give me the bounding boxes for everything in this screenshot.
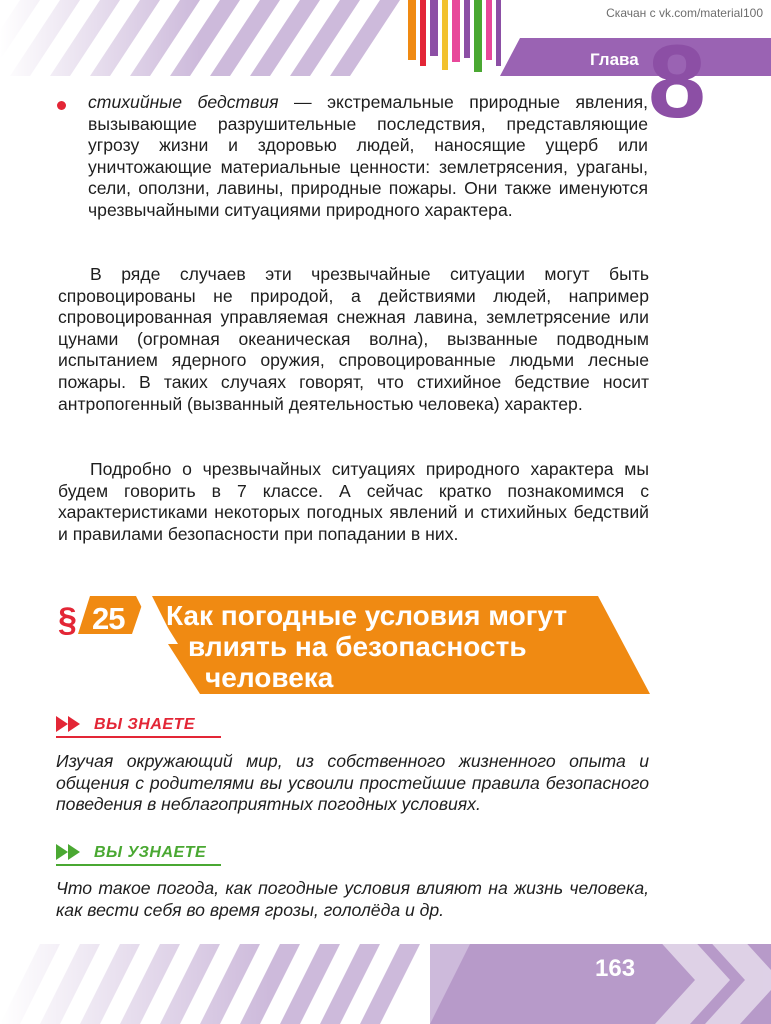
section-number: 25 <box>92 601 125 636</box>
section-sign: § <box>58 601 77 639</box>
definition-term: стихийные бедствия <box>88 92 279 112</box>
body-paragraph-2: Подробно о чрезвычайных ситуациях природного характера мы будем говорить в 7 классе. А сейчас кратко познакомимся с характеристиками некоторых погодных явлений и стихийных бедствий и правилами безопасности при попадании в них. <box>58 459 649 544</box>
you-learn-label: ВЫ УЗНАЕТЕ <box>94 844 207 861</box>
double-arrow-green-icon <box>56 842 92 862</box>
section-title-line-1: Как погодные условия могут <box>166 600 568 631</box>
definition-text: — экстремальные природные явления, вызывающие разрушительные последствия, представляющие угрозу жизни и здоровью людей, наносящие ущерб или уничтожающие материальные ценности: землетрясения, ураганы, сели, оползни, лавины, природные пожары. Они также именуются чрезвычайными ситуациями природного характера. <box>88 92 648 220</box>
bullet-icon <box>57 101 66 110</box>
chapter-number: 8 <box>648 24 704 140</box>
body-paragraph-1: В ряде случаев эти чрезвычайные ситуации могут быть спровоцированы не природой, а действиями людей, например спровоцированная управляемая снежная лавина, землетрясение или цунами (огромная океаническая волна), вызванные подводным испытанием ядерного оружия, спровоцированные людьми лесные пожары. В таких случаях говорят, что стихийное бедствие носит антропогенный (вызванный деятельностью человека) характер. <box>58 264 649 414</box>
chapter-label: Глава <box>590 50 639 69</box>
you-learn-heading <box>56 842 226 866</box>
section-title-line-3: человека <box>205 662 334 693</box>
footer-stripes <box>0 930 771 1024</box>
you-know-label: ВЫ ЗНАЕТЕ <box>94 716 196 733</box>
you-learn-text: Что такое погода, как погодные условия влияют на жизнь человека, как вести себя во время грозы, гололёда и др. <box>56 878 649 920</box>
you-know-heading <box>56 714 226 738</box>
definition-paragraph <box>88 92 648 222</box>
you-know-text: Изучая окружающий мир, из собственного жизненного опыта и общения с родителями вы усвоили простейшие правила безопасного поведения в неблагоприятных погодных условиях. <box>56 751 649 815</box>
watermark: Скачан с vk.com/material100 <box>606 6 763 20</box>
double-arrow-red-icon <box>56 714 92 734</box>
section-title-line-2: влиять на безопасность <box>188 631 527 662</box>
you-know-underline <box>56 736 221 738</box>
page-number: 163 <box>595 955 636 982</box>
you-learn-underline <box>56 864 221 866</box>
